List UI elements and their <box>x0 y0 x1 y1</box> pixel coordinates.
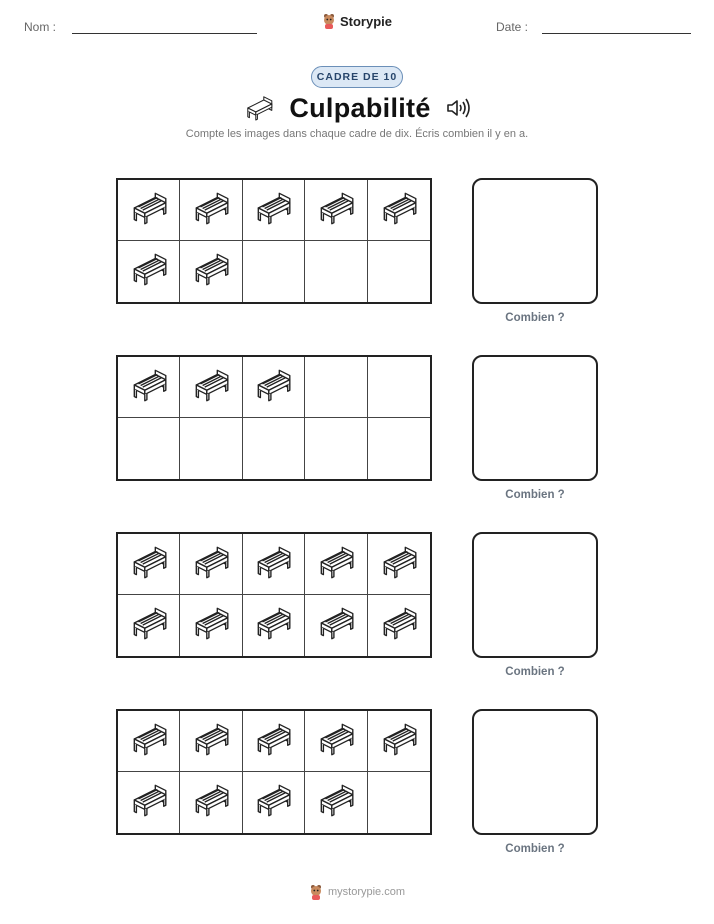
brand-name: Storypie <box>339 13 392 29</box>
frame-cell <box>180 418 242 479</box>
answer-label: Combien ? <box>505 489 565 501</box>
frame-cell <box>180 595 242 656</box>
frame-cell <box>368 418 430 479</box>
frame-cell <box>243 180 305 241</box>
page-title: Culpabilité <box>289 92 431 123</box>
bed-icon <box>128 781 170 824</box>
ten-frame <box>116 355 432 481</box>
bed-icon <box>190 366 232 409</box>
ten-frame <box>116 532 432 658</box>
frame-cell <box>305 418 367 479</box>
frame-cell <box>368 595 430 656</box>
bed-icon <box>128 720 170 763</box>
frame-cell <box>243 534 305 595</box>
name-label: Nom : <box>24 20 57 34</box>
frame-cell <box>118 180 180 241</box>
frame-cell <box>305 595 367 656</box>
frame-cell <box>305 711 367 772</box>
bed-icon <box>252 543 294 586</box>
bed-icon <box>190 781 232 824</box>
frame-cell <box>305 534 367 595</box>
frame-cell <box>118 711 180 772</box>
frame-cell <box>243 772 305 833</box>
bed-icon <box>252 604 294 647</box>
ten-frame <box>116 709 432 835</box>
frame-cell <box>305 357 367 418</box>
bed-icon <box>315 604 357 647</box>
frame-cell <box>305 180 367 241</box>
frame-cell <box>118 418 180 479</box>
frame-cell <box>243 418 305 479</box>
answer-box[interactable] <box>472 709 598 835</box>
frame-cell <box>180 357 242 418</box>
bed-icon <box>378 720 420 763</box>
date-line <box>542 33 691 34</box>
bed-icon <box>378 543 420 586</box>
bed-icon <box>252 189 294 232</box>
bed-icon <box>190 250 232 293</box>
frame-cell <box>368 180 430 241</box>
bed-icon <box>128 366 170 409</box>
answer-label: Combien ? <box>505 666 565 678</box>
bed-icon <box>252 366 294 409</box>
bed-icon <box>128 250 170 293</box>
bed-icon <box>190 604 232 647</box>
answer-label: Combien ? <box>505 843 565 855</box>
frame-cell <box>368 357 430 418</box>
bed-icon <box>128 604 170 647</box>
bed-icon <box>315 720 357 763</box>
bed-icon <box>252 781 294 824</box>
frame-cell <box>243 357 305 418</box>
date-label: Date : <box>496 20 529 34</box>
frame-cell <box>305 241 367 302</box>
answer-label: Combien ? <box>505 312 565 324</box>
speaker-icon[interactable] <box>445 97 471 119</box>
bed-icon <box>315 543 357 586</box>
bed-icon <box>378 189 420 232</box>
storypie-mascot-icon <box>322 13 336 29</box>
bed-icon <box>252 720 294 763</box>
brand <box>0 13 714 29</box>
frame-cell <box>243 711 305 772</box>
name-line <box>72 33 257 34</box>
frame-cell <box>368 711 430 772</box>
frame-cell <box>180 241 242 302</box>
bed-icon <box>243 93 275 123</box>
bed-icon <box>190 189 232 232</box>
answer-box[interactable] <box>472 355 598 481</box>
frame-cell <box>368 241 430 302</box>
frame-cell <box>118 772 180 833</box>
frame-cell <box>118 357 180 418</box>
frame-cell <box>243 595 305 656</box>
bed-icon <box>315 189 357 232</box>
instructions: Compte les images dans chaque cadre de dix. Écris combien il y en a. <box>185 128 529 140</box>
frame-cell <box>118 534 180 595</box>
category-badge: CADRE DE 10 <box>311 66 403 88</box>
frame-cell <box>243 241 305 302</box>
bed-icon <box>378 604 420 647</box>
frame-cell <box>180 180 242 241</box>
answer-box[interactable] <box>472 178 598 304</box>
bed-icon <box>190 543 232 586</box>
bed-icon <box>128 189 170 232</box>
frame-cell <box>180 534 242 595</box>
bed-icon <box>315 781 357 824</box>
footer-url: mystorypie.com <box>327 886 406 898</box>
frame-cell <box>180 711 242 772</box>
footer <box>0 884 714 900</box>
ten-frame <box>116 178 432 304</box>
bed-icon <box>128 543 170 586</box>
answer-box[interactable] <box>472 532 598 658</box>
frame-cell <box>368 772 430 833</box>
bed-icon <box>190 720 232 763</box>
frame-cell <box>118 241 180 302</box>
frame-cell <box>118 595 180 656</box>
frame-cell <box>368 534 430 595</box>
storypie-mascot-icon <box>309 884 323 900</box>
frame-cell <box>180 772 242 833</box>
frame-cell <box>305 772 367 833</box>
